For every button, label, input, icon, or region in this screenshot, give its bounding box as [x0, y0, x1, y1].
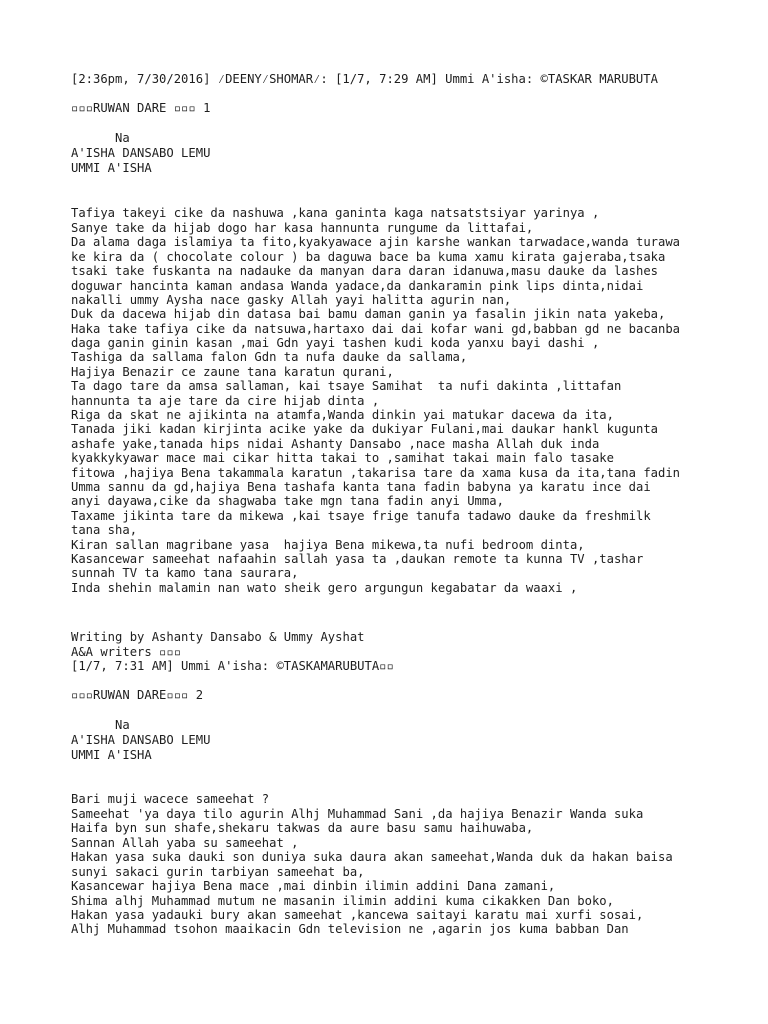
text-line: fitowa ,hajiya Bena takammala karatun ,takarisa tare da xama kusa da ita,tana fadin: [71, 466, 681, 480]
text-line: kyakkykyawar mace mai cikar hitta takai to ,samihat takai main falo tasake: [71, 451, 614, 465]
text-line: Bari muji wacece sameehat ?: [71, 792, 270, 806]
text-line: Kiran sallan magribane yasa hajiya Bena mikewa,ta nufi bedroom dinta,: [71, 538, 585, 552]
text-line: Duk da dacewa hijab din datasa bai bamu daman ganin ya fasalin jikin nata yakeba,: [71, 307, 666, 321]
text-line: sunnah TV ta kamo tana saurara,: [71, 566, 299, 580]
chat-header: [2:36pm, 7/30/2016] ⁄DEENY⁄SHOMAR⁄: [1/7, 7:29 AM] Ummi A'isha: ©TASKAR MARUBUTA: [71, 72, 658, 86]
text-line: ke kira da ( chocolate colour ) ba daguwa bace ba kuma xamu kirata gajeraba,tsaka: [71, 250, 666, 264]
part1-author-alias: UMMI A'ISHA: [71, 161, 152, 175]
text-line: sunyi sakaci gurin tarbiyan sameehat ba,: [71, 865, 365, 879]
text-line: Kasancewar sameehat nafaahin sallah yasa ta ,daukan remote ta kunna TV ,tashar: [71, 552, 644, 566]
text-line: anyi dayawa,cike da shagwaba take mgn tana fadin anyi Umma,: [71, 494, 504, 508]
text-line: hannunta ta aje tare da cire hijab dinta ,: [71, 394, 380, 408]
part2-author-alias: UMMI A'ISHA: [71, 748, 152, 762]
text-line: Hakan yasa suka dauki son duniya suka daura akan sameehat,Wanda duk da hakan baisa: [71, 850, 673, 864]
writers-group: A&A writers ▫▫▫: [71, 645, 182, 659]
part2-by: Na: [71, 718, 130, 732]
text-line: Tanada jiki kadan kirjinta acike yake da dukiyar Fulani,mai daukar hankl kuguntа: [71, 422, 658, 436]
text-line: Riga da skat ne ajikinta na atamfa,Wanda dinkin yai matukar dacewa da ita,: [71, 408, 614, 422]
text-line: Shima alhj Muhammad mutum ne masanin ilimin addini kuma cikakken Dan boko,: [71, 894, 614, 908]
part1-author: A'ISHA DANSABO LEMU: [71, 146, 211, 160]
text-line: tsaki take fuskanta na nadauke da manyan dara daran idanuwa,masu dauke da lashes: [71, 264, 658, 278]
text-line: Haifa byn sun shafe,shekaru takwas da aure basu samu haihuwaba,: [71, 821, 534, 835]
part1-title: ▫▫▫RUWAN DARE ▫▫▫ 1: [71, 101, 211, 115]
part2-title: ▫▫▫RUWAN DARE▫▫▫ 2: [71, 688, 204, 702]
text-line: Da alama daga islamiya ta fito,kyakyawace ajin karshe wankan tarwadace,wanda turawa: [71, 235, 681, 249]
text-line: Alhj Muhammad tsohon maaikacin Gdn television ne ,agarin jos kuma babban Dan: [71, 922, 629, 936]
text-line: ashafe yake,tanada hips nidai Ashanty Dansabo ,nace masha Allah duk inda: [71, 437, 600, 451]
text-line: Tashiga da sallama falon Gdn ta nufa dauke da sallama,: [71, 350, 468, 364]
text-line: Hakan yasa yadauki bury akan sameehat ,kancewa saitayi karatu mai xurfi sosai,: [71, 908, 644, 922]
text-line: doguwar hancinta kaman andasa Wanda yadace,da dankaramin pink lips dinta,nidai: [71, 279, 644, 293]
text-line: Inda shehin malamin nan wato sheik gero argungun kegabatar da waaxi ,: [71, 581, 578, 595]
text-line: Sanye take da hijab dogo har kasa hannunta rungume da littafai,: [71, 221, 534, 235]
text-line: Hajiya Benazir ce zaune tana karatun qurani,: [71, 365, 394, 379]
text-line: Sameehat 'ya daya tilo agurin Alhj Muhammad Sani ,da hajiya Benazir Wanda suka: [71, 807, 644, 821]
text-line: Taxame jikinta tare da mikewa ,kai tsaye frige tanufa tadawo dauke da freshmilk: [71, 509, 651, 523]
text-line: Tafiya takeyi cike da nashuwa ,kana ganinta kaga natsatstsiyar yarinya ,: [71, 206, 600, 220]
part2-author: A'ISHA DANSABO LEMU: [71, 733, 211, 747]
text-line: Haka take tafiya cike da natsuwa,hartaxo dai dai kofar wani gd,babban gd ne bacanba: [71, 322, 681, 336]
chat-stamp: [1/7, 7:31 AM] Ummi A'isha: ©TASKAMARUBUTA▫▫: [71, 659, 394, 673]
text-line: Kasancewar hajiya Bena mace ,mai dinbin ilimin addini Dana zamani,: [71, 879, 556, 893]
writing-credit: Writing by Ashanty Dansabo & Ummy Ayshat: [71, 630, 365, 644]
text-line: nakalli ummy Aysha nace gasky Allah yayi halitta agurin nan,: [71, 293, 512, 307]
text-line: Ta dago tare da amsa sallaman, kai tsaye Samihat ta nufi dakinta ,littafan: [71, 379, 622, 393]
text-line: Umma sannu da gd,hajiya Bena tashafa kanta tana fadin babyna ya karatu ince dai: [71, 480, 651, 494]
part1-by: Na: [71, 131, 130, 145]
text-line: Sannan Allah yaba su sameehat ,: [71, 836, 299, 850]
text-line: daga ganin ginin kasan ,mai Gdn yayi tashen kudi koda yanxu bayi dashi ,: [71, 336, 600, 350]
text-line: tana sha,: [71, 523, 138, 537]
